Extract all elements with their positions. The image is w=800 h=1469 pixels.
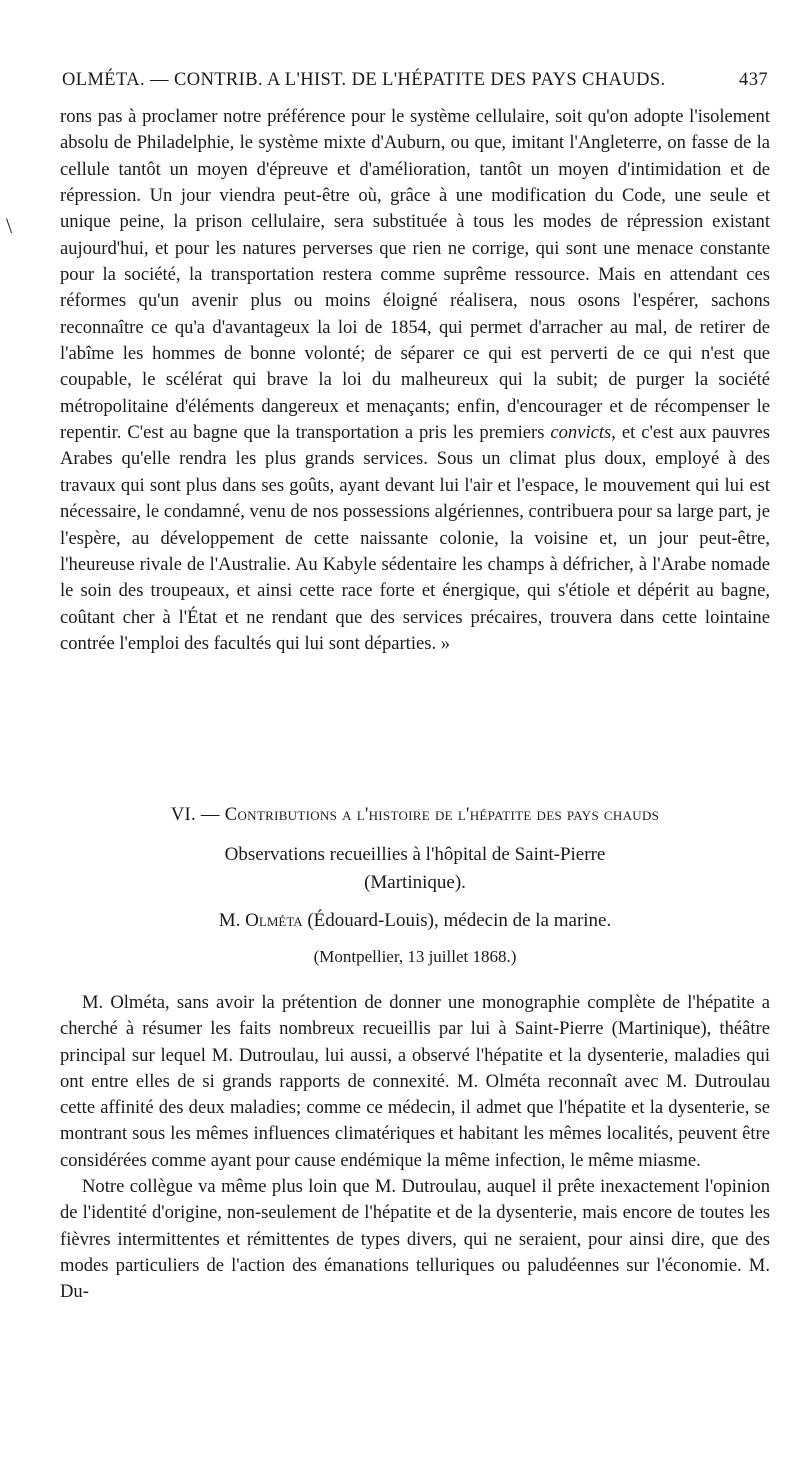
- section-number: VI. —: [170, 804, 225, 825]
- author-line: [60, 907, 770, 935]
- running-header: [62, 68, 768, 92]
- section-subtitle: [60, 841, 770, 897]
- body-paragraph-2: Notre collègue va même plus loin que M. Dutroulau, auquel il prête inexactement l'opinion de l'identité d'origine, non-seulement de l'hépatite et de la dysenterie, mais encore de toutes les fièvres intermittentes et rémittentes de types divers, qui ne seraient, pour ainsi dire, que des modes particuliers de l'action des émanations telluriques ou paludéennes sur l'économie. M. Du-: [60, 1176, 770, 1303]
- running-title: OLMÉTA. — CONTRIB. A L'HIST. DE L'HÉPATITE DES PAYS CHAUDS.: [62, 70, 666, 90]
- margin-mark: \: [6, 213, 13, 238]
- continuation-text-part1: rons pas à proclamer notre préférence pour le système cellulaire, soit qu'on adopte l'isolement absolu de Philadelphie, le système mixte d'Auburn, ou que, imitant l'Angleterre, on fasse de la cellule tantôt un moyen d'épreuve et d'amélioration, tantôt un moyen d'intimidation et de répression. Un jour viendra peut-être où, grâce à une modification du Code, une seule et unique peine, la prison cellulaire, sera substituée à tous les modes de répression existant aujourd'hui, et pour les natures perverses que rien ne corrige, qui sont une menace constante pour la société, la transportation restera comme suprême ressource. Mais en attendant ces réformes qu'un avenir plus ou moins éloigné réalisera, nous osons l'espérer, sachons reconnaître ce qu'a d'avantageux la loi de 1854, qui permet d'arracher au mal, de retirer de l'abîme les hommes de bonne volonté; de séparer ce qui est perverti de ce qui n'est que coupable, le scélérat qui brave la loi du malheureux qui la subit; de purger la société métropolitaine d'éléments dangereux et menaçants; enfin, d'encourager et de récompenser le repentir. C'est au bagne que la transportation a pris les premiers: [60, 106, 770, 444]
- section-header: [60, 802, 770, 970]
- section-body: [60, 990, 770, 1306]
- author-details: (Édouard-Louis), médecin de la marine.: [302, 910, 612, 931]
- place-date: (Montpellier, 13 juillet 1868.): [313, 947, 517, 966]
- section-heading: [60, 802, 770, 828]
- page-number: 437: [739, 70, 768, 90]
- continuation-paragraph: [60, 104, 770, 657]
- continuation-text-part2: , et c'est aux pauvres Arabes qu'elle rendra les plus grands services. Sous un climat plus doux, employé à des travaux qui sont plus dans ses goûts, ayant devant lui l'air et l'espace, le mouvement qui lui est nécessaire, le condamné, venu de nos possessions algériennes, contribuera pour sa large part, je l'espère, au développement de cette naissante colonie, la voisine et, un jour peut-être, l'heureuse rivale de l'Australie. Au Kabyle sédentaire les champs à défricher, à l'Arabe nomade le soin des troupeaux, et ainsi cette race forte et énergique, qui s'étiole et dépérit au bagne, coûtant cher à l'État et ne rendant que des services précaires, trouvera dans cette lointaine contrée l'emploi des facultés qui lui sont départies. »: [60, 422, 770, 654]
- subtitle-line-1: Observations recueillies à l'hôpital de Saint-Pierre: [224, 844, 606, 865]
- continuation-text: [60, 104, 770, 657]
- italic-term: convicts: [550, 422, 612, 444]
- body-paragraph-1: M. Olméta, sans avoir la prétention de donner une monographie complète de l'hépatite a cherché à résumer les faits nombreux recueillis par lui à Saint-Pierre (Martinique), théâtre principal sur lequel M. Dutroulau, lui aussi, a observé l'hépatite et la dysenterie, maladies qui ont entre elles de si grands rapports de connexité. M. Olméta reconnaît avec M. Dutroulau cette affinité des deux maladies; comme ce médecin, il admet que l'hépatite et la dysenterie, se montrant sous les mêmes influences climatériques et habitant les mêmes localités, peuvent être considérées comme ayant pour cause endémique la même infection, le même miasme.: [60, 992, 770, 1171]
- author-name: Olméta: [245, 910, 303, 931]
- subtitle-line-2: (Martinique).: [364, 872, 466, 893]
- author-prefix: M.: [218, 910, 246, 931]
- section-title: Contributions a l'histoire de l'hépatite des pays chauds: [224, 804, 660, 825]
